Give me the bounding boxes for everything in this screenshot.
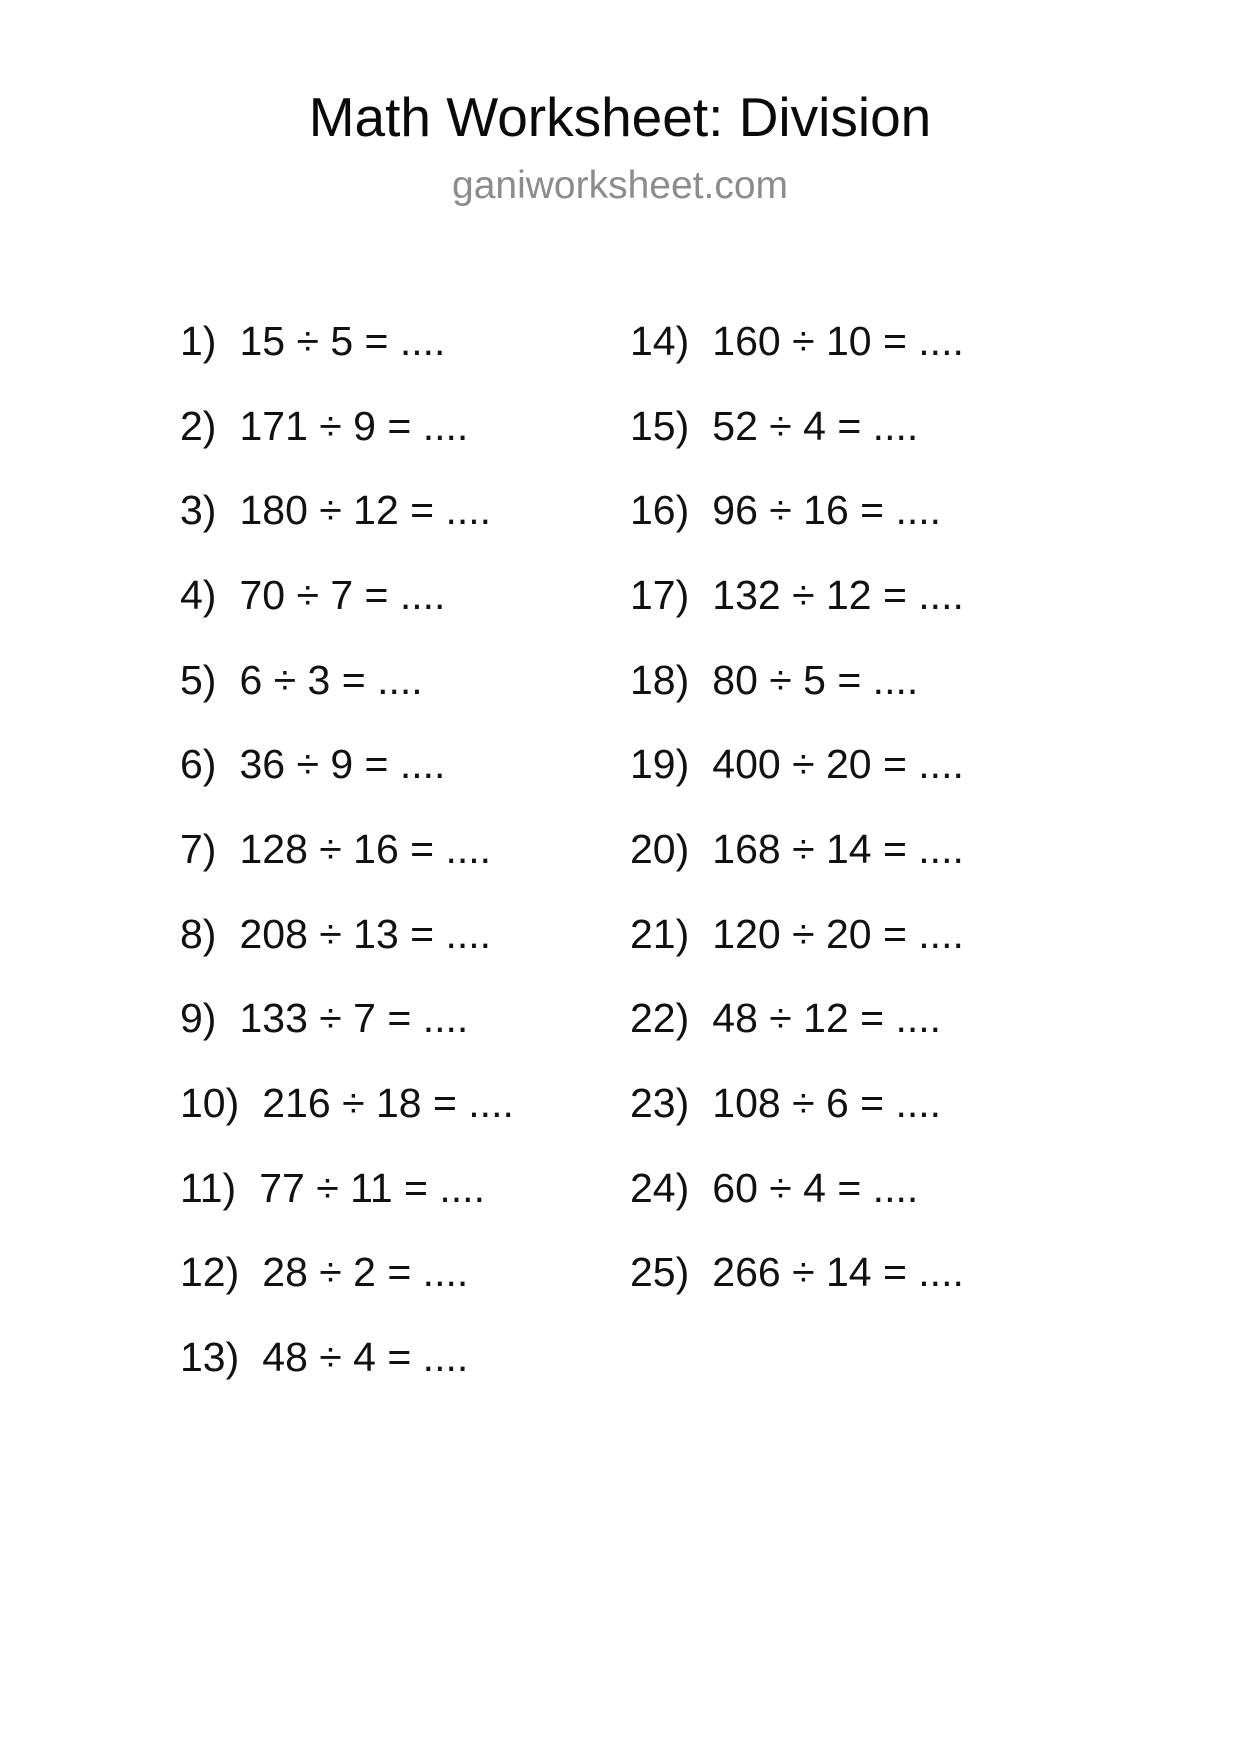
problem-number: 18) (630, 656, 690, 703)
problem-expression: 133 ÷ 7 = .... (239, 995, 469, 1042)
problem-row (180, 1061, 514, 1146)
page-title: Math Worksheet: Division (308, 86, 932, 148)
problem-row (180, 384, 514, 469)
problem-row (630, 384, 964, 469)
problem-expression: 36 ÷ 9 = .... (239, 741, 446, 788)
problem-row (180, 468, 514, 553)
problem-number: 16) (630, 487, 690, 534)
problem-row (180, 1315, 514, 1400)
problem-number: 10) (180, 1080, 240, 1127)
problem-row (180, 1231, 514, 1316)
problem-expression: 160 ÷ 10 = .... (712, 317, 964, 364)
problem-number: 17) (630, 571, 690, 618)
problem-row (630, 977, 964, 1062)
problem-expression: 208 ÷ 13 = .... (239, 910, 492, 957)
problem-number: 21) (630, 910, 690, 957)
problem-expression: 48 ÷ 12 = .... (712, 995, 942, 1042)
problem-row (630, 722, 964, 807)
problem-expression: 180 ÷ 12 = .... (239, 487, 492, 534)
problem-row (630, 553, 964, 638)
problem-row (180, 722, 514, 807)
problem-expression: 132 ÷ 12 = .... (712, 571, 964, 618)
problem-number: 5) (180, 656, 217, 703)
problem-row (630, 1231, 964, 1316)
problems-column-right (630, 299, 964, 1315)
problems-column-left (180, 299, 514, 1400)
problem-number: 9) (180, 995, 217, 1042)
problem-number: 7) (180, 825, 217, 872)
problem-number: 20) (630, 825, 690, 872)
problem-expression: 128 ÷ 16 = .... (239, 825, 492, 872)
problem-expression: 6 ÷ 3 = .... (239, 656, 423, 703)
problem-expression: 168 ÷ 14 = .... (712, 825, 964, 872)
problem-expression: 52 ÷ 4 = .... (712, 402, 919, 449)
problem-number: 22) (630, 995, 690, 1042)
problem-expression: 77 ÷ 11 = .... (259, 1164, 485, 1211)
problem-expression: 108 ÷ 6 = .... (712, 1080, 942, 1127)
problem-number: 14) (630, 317, 690, 364)
problem-row (630, 1146, 964, 1231)
problem-number: 8) (180, 910, 217, 957)
problem-number: 6) (180, 741, 217, 788)
problem-row (630, 468, 964, 553)
problem-expression: 15 ÷ 5 = .... (239, 317, 446, 364)
problem-number: 24) (630, 1164, 690, 1211)
problem-expression: 70 ÷ 7 = .... (239, 571, 446, 618)
problem-row (630, 1061, 964, 1146)
problem-number: 4) (180, 571, 217, 618)
problem-expression: 96 ÷ 16 = .... (712, 487, 942, 534)
problem-row (180, 892, 514, 977)
problem-number: 23) (630, 1080, 690, 1127)
problem-row (180, 299, 514, 384)
problem-expression: 266 ÷ 14 = .... (712, 1249, 964, 1296)
problem-expression: 120 ÷ 20 = .... (712, 910, 964, 957)
problem-row (180, 638, 514, 723)
problem-row (630, 638, 964, 723)
problem-row (180, 977, 514, 1062)
problem-number: 11) (180, 1164, 237, 1211)
problem-number: 15) (630, 402, 690, 449)
problem-row (180, 553, 514, 638)
problem-expression: 171 ÷ 9 = .... (239, 402, 469, 449)
problem-number: 12) (180, 1249, 240, 1296)
problem-number: 19) (630, 741, 690, 788)
problem-number: 3) (180, 487, 217, 534)
problem-row (630, 807, 964, 892)
problem-expression: 80 ÷ 5 = .... (712, 656, 919, 703)
problem-row (630, 892, 964, 977)
website-name: ganiworksheet.com (452, 164, 788, 207)
problem-number: 25) (630, 1249, 690, 1296)
problem-row (180, 807, 514, 892)
problem-expression: 400 ÷ 20 = .... (712, 741, 964, 788)
problem-number: 2) (180, 402, 217, 449)
problem-expression: 48 ÷ 4 = .... (262, 1334, 469, 1381)
problem-expression: 60 ÷ 4 = .... (712, 1164, 919, 1211)
problem-row (180, 1146, 514, 1231)
problem-number: 1) (180, 317, 217, 364)
problem-number: 13) (180, 1334, 240, 1381)
problem-expression: 216 ÷ 18 = .... (262, 1080, 514, 1127)
problem-expression: 28 ÷ 2 = .... (262, 1249, 469, 1296)
problem-row (630, 299, 964, 384)
